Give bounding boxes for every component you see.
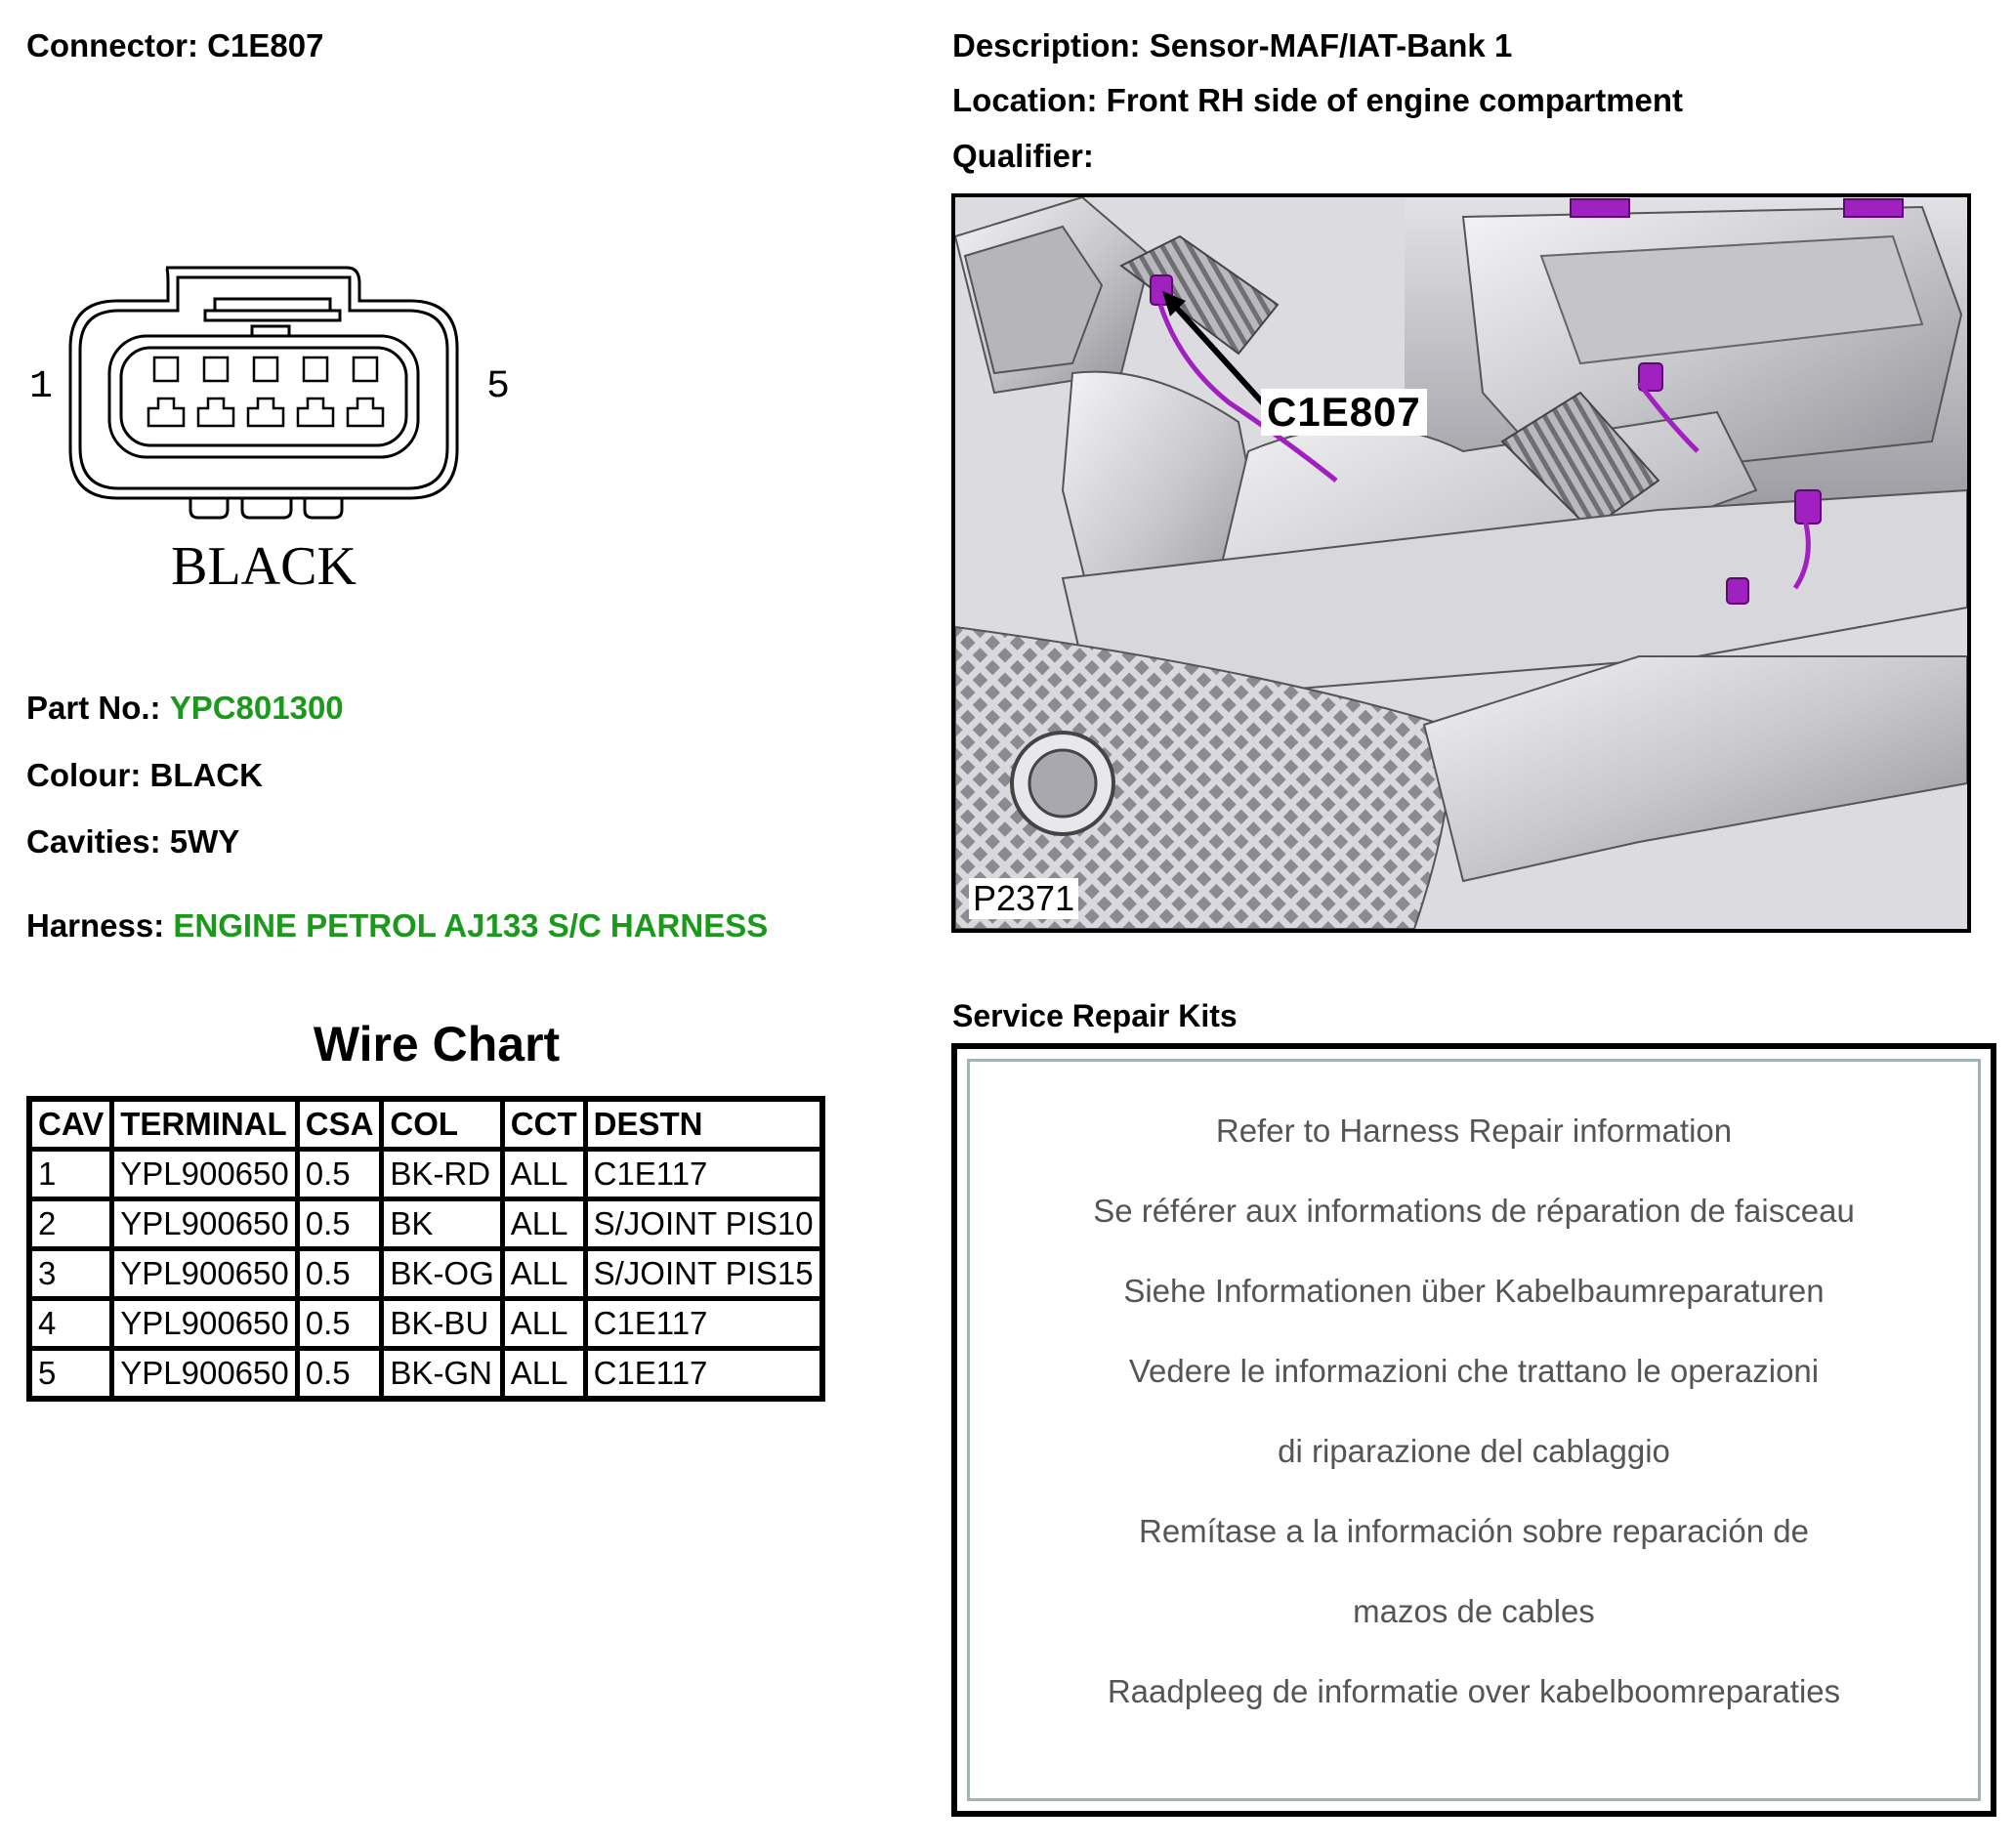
engine-bay-illustration — [951, 193, 1971, 933]
wire-chart-title: Wire Chart — [313, 1017, 561, 1071]
cell-cav: 2 — [29, 1199, 112, 1249]
cell-cct: ALL — [502, 1249, 585, 1299]
connector-colour-text: BLACK — [171, 536, 357, 597]
cell-terminal: YPL900650 — [112, 1299, 298, 1349]
header-csa: CSA — [297, 1099, 382, 1150]
service-kits-box — [951, 1043, 1996, 1817]
cavity-3-top — [254, 357, 277, 381]
cavity-5-top — [354, 357, 377, 381]
kit-line-es-1: Remítase a la información sobre reparación de — [1138, 1513, 1810, 1549]
cell-col: BK-OG — [382, 1249, 502, 1299]
cell-cav: 1 — [29, 1150, 112, 1199]
cell-col: BK-RD — [382, 1150, 502, 1199]
part-number-label: Part No.: — [26, 690, 161, 726]
connector-value: C1E807 — [207, 27, 324, 63]
qualifier-label: Qualifier: — [952, 138, 1094, 174]
part-number-link[interactable]: YPC801300 — [169, 690, 344, 726]
cell-cav: 3 — [29, 1249, 112, 1299]
kit-line-es-2: mazos de cables — [1353, 1593, 1595, 1629]
cell-destn: S/JOINT PIS10 — [585, 1199, 821, 1249]
engine-bay-drawing — [955, 197, 1967, 929]
cell-cav: 4 — [29, 1299, 112, 1349]
colour-label: Colour: — [26, 757, 142, 793]
kit-line-it-2: di riparazione del cablaggio — [1278, 1433, 1670, 1469]
connector-face-diagram — [20, 254, 527, 606]
kit-line-de: Siehe Informationen über Kabelbaumreparaturen — [1123, 1273, 1825, 1309]
figure-callout-label: C1E807 — [1261, 389, 1427, 436]
header-destn: DESTN — [585, 1099, 821, 1150]
colour-value: BLACK — [149, 757, 263, 793]
cavities-line — [26, 823, 239, 861]
table-header-row — [29, 1099, 822, 1150]
cell-destn: C1E117 — [585, 1349, 821, 1400]
kit-line-nl: Raadpleeg de informatie over kabelboomreparaties — [1107, 1673, 1841, 1709]
kit-line-fr: Se référer aux informations de réparation de faisceau — [1093, 1193, 1855, 1229]
header-cav: CAV — [29, 1099, 112, 1150]
cell-col: BK — [382, 1199, 502, 1249]
cell-cct: ALL — [502, 1199, 585, 1249]
cell-col: BK-BU — [382, 1299, 502, 1349]
part-number-line — [26, 690, 344, 727]
cell-csa: 0.5 — [297, 1349, 382, 1400]
location-value: Front RH side of engine compartment — [1106, 82, 1684, 118]
cavity-2-top — [204, 357, 228, 381]
cell-csa: 0.5 — [297, 1249, 382, 1299]
harness-line — [26, 907, 768, 945]
figure-reference: P2371 — [969, 878, 1078, 919]
service-kits-title: Service Repair Kits — [952, 998, 1238, 1033]
kit-line-it-1: Vedere le informazioni che trattano le operazioni — [1128, 1353, 1820, 1389]
table-row — [29, 1299, 822, 1349]
header-terminal: TERMINAL — [112, 1099, 298, 1150]
cell-terminal: YPL900650 — [112, 1349, 298, 1400]
table-row — [29, 1150, 822, 1199]
cell-cav: 5 — [29, 1349, 112, 1400]
cell-cct: ALL — [502, 1150, 585, 1199]
wire-chart-table — [26, 1096, 825, 1402]
header-cct: CCT — [502, 1099, 585, 1150]
harness-link[interactable]: ENGINE PETROL AJ133 S/C HARNESS — [173, 907, 769, 944]
cell-csa: 0.5 — [297, 1150, 382, 1199]
description-label: Description: — [952, 27, 1141, 63]
pin-1-label: 1 — [29, 365, 54, 409]
description-value: Sensor-MAF/IAT-Bank 1 — [1149, 27, 1513, 63]
cell-col: BK-GN — [382, 1349, 502, 1400]
location-label: Location: — [952, 82, 1098, 118]
cavity-4-top — [304, 357, 327, 381]
table-row — [29, 1349, 822, 1400]
header-col: COL — [382, 1099, 502, 1150]
qualifier-line — [952, 138, 1094, 175]
cell-csa: 0.5 — [297, 1199, 382, 1249]
cell-csa: 0.5 — [297, 1299, 382, 1349]
service-kits-inner-frame — [967, 1059, 1981, 1801]
kit-line-en: Refer to Harness Repair information — [1215, 1113, 1733, 1149]
cavities-label: Cavities: — [26, 823, 161, 860]
connector-line — [26, 27, 323, 64]
description-line — [952, 27, 1512, 64]
harness-label: Harness: — [26, 907, 165, 944]
cell-terminal: YPL900650 — [112, 1199, 298, 1249]
table-row — [29, 1249, 822, 1299]
cell-destn: S/JOINT PIS15 — [585, 1249, 821, 1299]
cell-terminal: YPL900650 — [112, 1249, 298, 1299]
pin-5-label: 5 — [486, 365, 511, 409]
colour-line — [26, 757, 263, 794]
cell-destn: C1E117 — [585, 1299, 821, 1349]
connector-label: Connector: — [26, 27, 198, 63]
cell-destn: C1E117 — [585, 1150, 821, 1199]
cell-cct: ALL — [502, 1299, 585, 1349]
table-row — [29, 1199, 822, 1249]
cell-cct: ALL — [502, 1349, 585, 1400]
location-line — [952, 82, 1683, 119]
cavity-1-top — [154, 357, 178, 381]
cell-terminal: YPL900650 — [112, 1150, 298, 1199]
cavities-value: 5WY — [169, 823, 240, 860]
